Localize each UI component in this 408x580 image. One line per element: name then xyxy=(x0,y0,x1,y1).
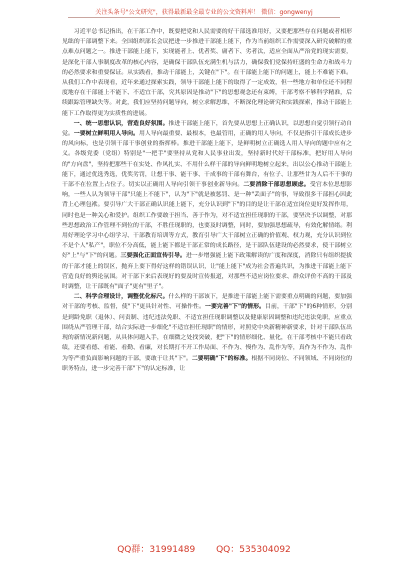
text-run: 习近平总书记指出，在干部工作中，既要把党和人民需要的好干部选准用好，又要把那些存在问题或者相形见绌的干部调整下来。全国组织部长会议把进一步推进干部能上能下，作为当前组织工作需要深入研究破解的重点难点问题之一。推进干部能上能下，实现能者上、优者奖、庸者下、劣者汰，适应全面从严治党的现实需要，是深化干部人事制度改革的核心内容，是确保干部队伍充满生机与活力，确保我们党保持旺盛的生命力和战斗力的必然要求和重要保证。从实践看，推动干部能上，关键在"下"。在干部能上能下的问题上，能上不难能下难。从我们工作中表现看，近年来通过探索实践，领导干部能上能下的取得了一定成效，但一些地方和单位还不同程度地存在干部能上不能下、不适宜干部，究其原因是推动"下"的思想观念还有束缚，干部考察不够科学精准，后续跟踪管理缺失等。对此，我们应坚持问题导向，树立求解思维，不断深化理论研究和实践探索，推动干部能上能下工作取得更为实质性的进展。 xyxy=(62,29,352,117)
text-run: 进一步增强能上能下政策解读的广度和深度，消除只有组织提拔的干部才能上的误区，抛弃上要下得好这样的错误认识，让"能上能下"成为社会普遍共识，为推进干部能上能下营造良好的舆论氛围。对干部下来后表现好的要及时宣传报道，对那些不适应岗位要求、群众评价不高的干部及时调整，让干部既有"面子"更有"里子"。 xyxy=(62,253,353,291)
paragraph-section-one xyxy=(62,119,352,292)
bold-heading-run: 二、科学合理设计，调整优化标尺。 xyxy=(73,294,169,301)
qq-number: QQ：535304092 xyxy=(216,545,291,555)
paragraph-intro xyxy=(62,27,352,119)
header-divider xyxy=(68,17,340,18)
contact-footer xyxy=(0,542,408,555)
text-run: 目前，干部"下"的6种情形，分别是到龄免职（退休）、问责制、违纪违法免职、不适宜担任现职调整以及健康原因调整和违纪违法免职，应重点围绕从严管理干部，结合实际进一步细化"不适宜担任现职"的情形，对照党中央新精神新要求，针对干部队伍出现的新情况新问题，从具体问题入手，在细微之处找突破，把"下"的情形细化、量化，在干部考核中不能只看政绩，还要看德、看能、看勤、看廉，对长期打不开工作局面、不作为、慢作为、乱作为等，真作为不作为、乱作为等严重负面影响问题的干部，要敢于让其"下"。 xyxy=(62,304,353,362)
text-run: 受官本位思想影响，一些人认为领导干部"只能上不能下"，认为"下"就是被惩罚、是一种"丢面子"的事，导致很多干部担心因此背上心理包袱。要引导广大干部正确认识能上能下，充分认识到"下"的目的是让干部在适宜岗位更好发挥作用，同时也是一种关心和爱护。组织工作要敢于担当、善于作为，对不适宜担任现职的干部，要坚决予以调整，对那些思想政治工作管理不到位的干部，不胜任现职的，也要及时调整，同时，要加强思想疏导，有效化解情绪。利用好理论学习中心组学习、干部教育培训等方式，教育引导广大干部树立正确的价值观、权力观，充分认识到位不是个人"私产"，职位不分高低，能上能下都是干部正常的成长路径，是干部队伍建设的必然要求，使干部树立好"上"与"下"的问题。 xyxy=(62,182,353,260)
promo-header: 关注头条号"公文研究"，获得最新最全最专业的公文资料库！ 微信：gongwenyj xyxy=(95,9,313,16)
document-body xyxy=(62,27,352,374)
paragraph-section-two xyxy=(62,292,352,374)
text-run: 用人导向最重要、最根本，也最管用，正确的用人导向，不仅是指引干部成长进步的风向标，也是引领干部干事创业的指挥棒。推进干部能上能下，是鲜明树立正确选人用人导向的题中应有之义。各级党委（党组）特别是"一把手"要坚持从党和人民事业出发，坚持新时代好干部标准，把好用人导向的"方向盘"，坚持把那些干在实处、作风扎实、不用什么样干部的导向鲜明地树立起来，出以公心推动干部能上能下，通过优选秀选，优奖劣罚，让想干事、能干事、干成事的干部有舞台，有位子、让那些甘为人后不干事的干部不在位置上占位子。切实以正确用人导向引领干事创业新导向。 xyxy=(62,131,353,189)
bold-heading-run: 一要完善"下"的情形。 xyxy=(204,304,266,311)
qq-group-number: QQ群：31991489 xyxy=(117,545,196,555)
bold-heading-run: 二要明确"下"的标准。 xyxy=(191,355,252,362)
text-run: 推进干部能上能下，首先要从思想上正确认识，以思想自觉引领行动自觉。 xyxy=(62,120,353,138)
bold-heading-run: 三要强化正面宣传引导。 xyxy=(120,253,186,260)
bold-heading-run: 二要消除干部思想顾虑。 xyxy=(243,182,310,189)
bold-heading-run: 一、统一思想认识，营造良好氛围。 xyxy=(73,120,169,127)
bold-heading-run: 一要树立鲜明用人导向。 xyxy=(73,131,139,138)
text-run: 根据不同岗位、不同领域、不同岗位的职务特点，进一步完善干部"下"的认定标准，让 xyxy=(62,355,353,372)
text-run: 什么样的干部该下，是推进干部能上能下需要重点明确的问题，要加强对干部的考核、监督，使"下"更具针对性、可操作性。 xyxy=(62,294,353,311)
